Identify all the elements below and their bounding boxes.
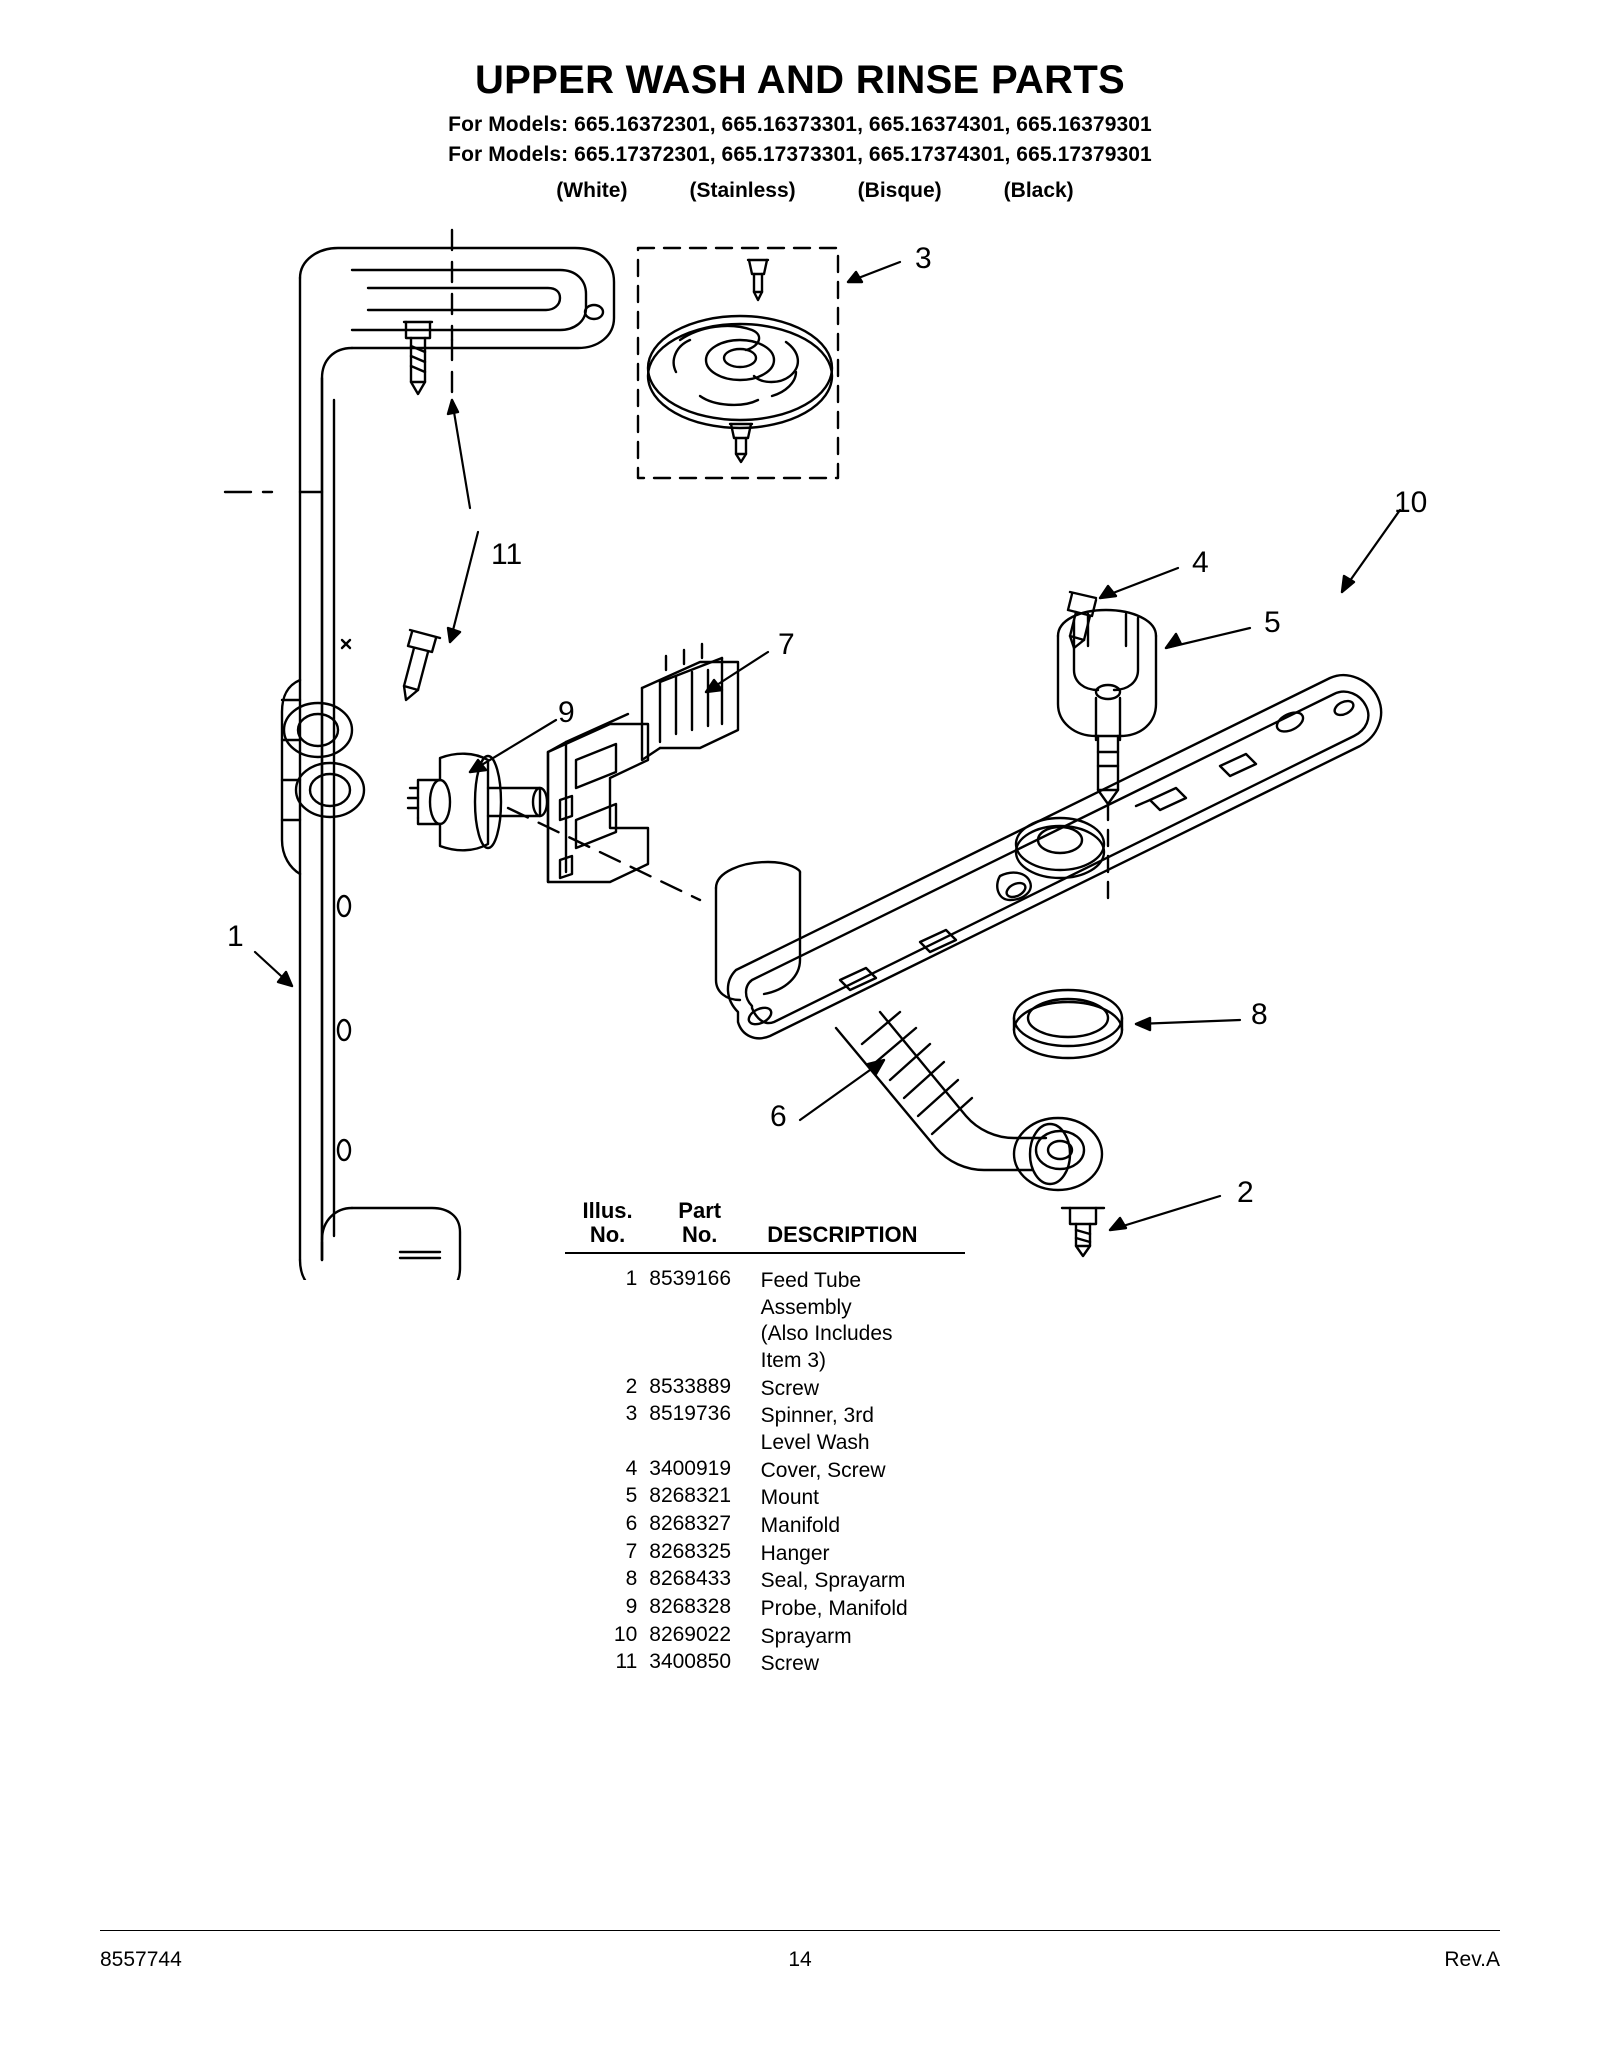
footer-divider [100,1930,1500,1931]
cell-illus: 5 [625,1484,638,1508]
callout-9: 9 [558,696,575,729]
parts-list-table [565,1200,995,1679]
header-illus-line1: Illus. [582,1198,633,1223]
leader-5 [1166,628,1250,648]
leader-2 [1110,1196,1220,1230]
table-row [565,1458,995,1485]
leader-4 [1100,568,1178,598]
cell-desc-line4: Item 3) [760,1348,826,1372]
footer-page-number: 14 [788,1948,812,1971]
cell-illus: 2 [625,1374,638,1398]
leader-11 [448,400,478,642]
part-sprayarm [728,675,1381,1038]
cell-illus: 6 [625,1511,638,1535]
table-row [565,1268,995,1375]
page-footer [100,1948,1500,1972]
models-line-1: For Models: 665.16372301, 665.16373301, 665.16374301, 665.16379301 [448,113,1152,136]
cell-illus: 8 [625,1567,638,1591]
part-screw-2 [1062,1208,1104,1256]
callout-11: 11 [491,538,523,571]
cell-illus: 3 [625,1402,638,1426]
cell-part: 8268321 [649,1484,732,1508]
cell-description [759,1513,995,1540]
callout-8: 8 [1251,998,1268,1031]
cell-desc-line1: Manifold [760,1513,841,1537]
callout-5: 5 [1264,606,1281,639]
page-title: UPPER WASH AND RINSE PARTS [474,58,1126,102]
table-row [565,1596,995,1623]
callout-4: 4 [1192,546,1209,579]
table-row [565,1651,995,1678]
cell-desc-line1: Mount [760,1486,820,1510]
callout-10: 10 [1394,486,1428,519]
cell-desc-line1: Screw [760,1652,819,1676]
alignment-axis [508,808,700,900]
callout-6: 6 [770,1100,787,1133]
cell-part: 8269022 [649,1622,732,1646]
leader-8 [1136,1018,1240,1030]
cell-illus: 1 [625,1267,638,1290]
models-line-2: For Models: 665.17372301, 665.17373301, 665.17374301, 665.17379301 [448,143,1152,167]
cell-desc-line1: Spinner, 3rd [760,1404,874,1428]
table-row [565,1624,995,1651]
cell-desc-line1: Sprayarm [760,1624,852,1648]
header-part-line2: No. [681,1222,718,1247]
finish-white: (White) [556,178,628,202]
cell-part: 8268328 [649,1594,732,1618]
table-row [565,1376,995,1403]
cell-desc-line3: (Also Includes [760,1322,893,1346]
part-seal-sprayarm [1014,990,1122,1058]
finish-black: (Black) [1003,178,1074,202]
table-row [565,1485,995,1512]
leader-1 [255,952,292,986]
part-screw-11-lower [404,630,440,700]
cell-description [759,1596,995,1623]
table-row [565,1403,995,1456]
cell-part: 3400919 [649,1456,732,1480]
header-desc-spacer [749,1200,995,1222]
cell-description [759,1568,995,1595]
cell-desc-line1: Feed Tube [760,1269,862,1292]
cell-part: 3400850 [649,1650,732,1674]
callout-3: 3 [915,242,932,275]
table-header-rule [565,1252,965,1254]
table-row [565,1513,995,1540]
cell-illus: 9 [625,1594,638,1618]
part-spinner-3rd-level-wash [638,248,838,478]
cell-illus: 10 [613,1622,638,1646]
table-header [565,1200,995,1246]
cell-description [759,1403,995,1456]
header-part-line1: Part [678,1198,722,1223]
header-description: DESCRIPTION [767,1222,918,1247]
table-row [565,1568,995,1595]
footer-revision: Rev.A [1444,1948,1500,1971]
cell-desc-line1: Seal, Sprayarm [760,1569,906,1593]
cell-desc-line2: Assembly [760,1295,852,1319]
footer-document-number: 8557744 [100,1948,182,1971]
callout-2: 2 [1237,1176,1254,1209]
leader-3 [848,262,900,282]
callout-7: 7 [778,628,795,661]
page-header [0,58,1600,203]
cell-part: 8268325 [649,1539,732,1563]
cell-description [759,1268,995,1375]
callout-1: 1 [227,920,244,953]
exploded-view-drawing [0,200,1600,1280]
cell-part: 8268327 [649,1511,732,1535]
part-cover-screw [1068,592,1096,648]
cell-description [759,1376,995,1403]
finish-stainless: (Stainless) [689,178,796,202]
cell-description [759,1458,995,1485]
table-row [565,1541,995,1568]
cell-part: 8533889 [649,1374,732,1398]
finish-bisque: (Bisque) [857,178,942,202]
cell-description [759,1541,995,1568]
leader-6 [800,1060,884,1120]
cell-desc-line1: Hanger [760,1541,830,1565]
leader-10 [1342,510,1400,592]
cell-description [759,1485,995,1512]
cell-desc-line1: Cover, Screw [760,1458,886,1482]
cell-illus: 11 [615,1650,638,1674]
cell-illus: 4 [625,1456,638,1480]
cell-illus: 7 [625,1539,638,1563]
cell-desc-line1: Screw [760,1376,819,1400]
part-feed-tube-assembly [225,230,614,1280]
cell-desc-line1: Probe, Manifold [760,1596,908,1620]
cell-part: 8539166 [649,1267,732,1290]
cell-description [759,1624,995,1651]
cell-desc-line2: Level Wash [760,1430,870,1454]
cell-description [759,1651,995,1678]
part-screw-11-upper [404,322,432,394]
leader-9 [470,720,556,772]
part-manifold [716,862,1102,1190]
part-mount [1058,610,1156,804]
cell-part: 8519736 [649,1402,732,1426]
header-illus-line2: No. [589,1222,626,1247]
cell-part: 8268433 [649,1567,732,1591]
part-hanger [548,644,738,882]
